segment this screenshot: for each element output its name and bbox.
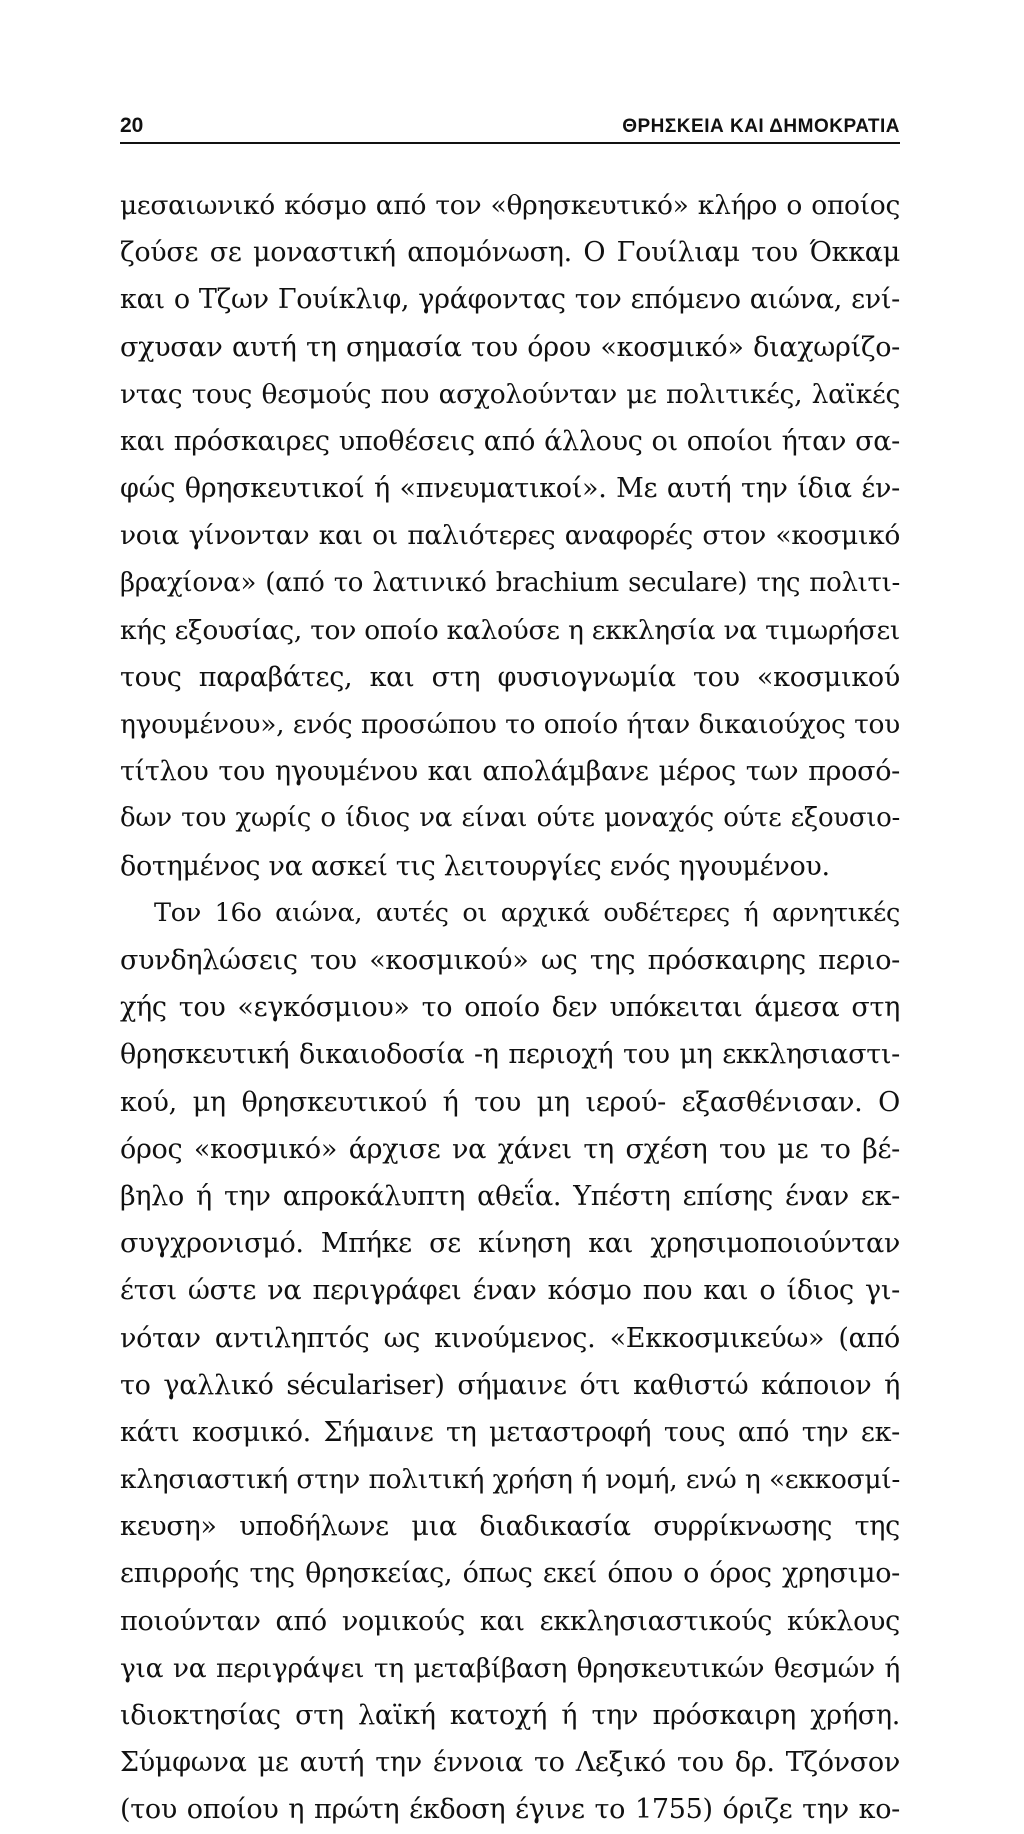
- text-line: ηγουμένου», ενός προσώπου το οποίο ήταν δικαιούχος του: [120, 709, 900, 741]
- text-line: κής εξουσίας, τον οποίο καλούσε η εκκλησία να τιμωρήσει: [120, 614, 900, 646]
- text-line: Τον 16ο αιώνα, αυτές οι αρχικά ουδέτερες ή αρνητικές: [154, 897, 900, 928]
- text-line: ντας τους θεσμούς που ασχολούνταν με πολιτικές, λαϊκές: [120, 378, 900, 410]
- text-line: μεσαιωνικό κόσμο από τον «θρησκευτικό» κλήρο ο οποίος: [120, 190, 900, 221]
- text-line: και ο Τζων Γουίκλιφ, γράφοντας τον επόμενο αιώνα, ενί-: [120, 284, 900, 316]
- paragraph-1: [120, 182, 900, 890]
- text-line: έτσι ώστε να περιγράφει έναν κόσμο που και ο ίδιος γι-: [120, 1275, 900, 1307]
- text-line: ιδιοκτησίας στη λαϊκή κατοχή ή την πρόσκαιρη χρήση.: [120, 1700, 900, 1731]
- running-title: ΘΡΗΣΚΕΙΑ ΚΑΙ ΔΗΜΟΚΡΑΤΙΑ: [622, 116, 900, 137]
- text-line: συνδηλώσεις του «κοσμικού» ως της πρόσκαιρης περιο-: [120, 945, 900, 976]
- text-line: ποιούνταν από νομικούς και εκκλησιαστικούς κύκλους: [120, 1605, 900, 1637]
- text-line: ζούσε σε μοναστική απομόνωση. Ο Γουίλιαμ του Όκκαμ: [120, 237, 900, 269]
- text-line: κάτι κοσμικό. Σήμαινε τη μεταστροφή τους από την εκ-: [120, 1416, 900, 1448]
- text-line: χής του «εγκόσμιου» το οποίο δεν υπόκειται άμεσα στη: [120, 992, 900, 1024]
- text-line: τίτλου του ηγουμένου και απολάμβανε μέρος των προσό-: [120, 756, 900, 788]
- text-line: επιρροής της θρησκείας, όπως εκεί όπου ο όρος χρησιμο-: [120, 1558, 900, 1590]
- text-line: και πρόσκαιρες υποθέσεις από άλλους οι οποίοι ήταν σα-: [120, 425, 900, 457]
- text-line: φώς θρησκευτικοί ή «πνευματικοί». Με αυτή την ίδια έν-: [120, 473, 900, 505]
- text-line: δων του χωρίς ο ίδιος να είναι ούτε μοναχός ούτε εξουσιο-: [120, 803, 900, 834]
- text-line: κευση» υποδήλωνε μια διαδικασία συρρίκνωσης της: [120, 1511, 900, 1543]
- text-line: θρησκευτική δικαιοδοσία -η περιοχή του μη εκκλησιαστι-: [120, 1039, 900, 1071]
- text-line: βηλο ή την απροκάλυπτη αθεΐα. Υπέστη επίσης έναν εκ-: [120, 1180, 900, 1212]
- body-text: [120, 182, 900, 1834]
- text-line: συγχρονισμό. Μπήκε σε κίνηση και χρησιμοποιούνταν: [120, 1228, 900, 1260]
- text-line: το γαλλικό séculariser) σήμαινε ότι καθιστώ κάποιον ή: [120, 1369, 900, 1401]
- text-line: νόταν αντιληπτός ως κινούμενος. «Εκκοσμικεύω» (από: [120, 1322, 900, 1354]
- text-line: δοτημένος να ασκεί τις λειτουργίες ενός ηγουμένου.: [120, 850, 830, 882]
- text-line: όρος «κοσμικό» άρχισε να χάνει τη σχέση του με το βέ-: [120, 1133, 900, 1165]
- text-line: για να περιγράψει τη μεταβίβαση θρησκευτικών θεσμών ή: [120, 1652, 900, 1684]
- text-line: βραχίονα» (από το λατινικό brachium seculare) της πολιτι-: [120, 567, 900, 598]
- text-line: κλησιαστική στην πολιτική χρήση ή νομή, ενώ η «εκκοσμί-: [120, 1464, 900, 1496]
- text-line: τους παραβάτες, και στη φυσιογνωμία του «κοσμικού: [120, 661, 900, 693]
- page-header: [120, 108, 900, 144]
- text-line: νοια γίνονταν και οι παλιότερες αναφορές στον «κοσμικό: [120, 520, 900, 552]
- text-line: (του οποίου η πρώτη έκδοση έγινε το 1755) όριζε την κο-: [120, 1794, 900, 1826]
- page-number: 20: [120, 114, 144, 137]
- text-line: σχυσαν αυτή τη σημασία του όρου «κοσμικό» διαχωρίζο-: [120, 331, 900, 363]
- text-line: Σύμφωνα με αυτή την έννοια το Λεξικό του δρ. Τζόνσον: [120, 1747, 900, 1779]
- paragraph-2: [120, 890, 900, 1834]
- text-line: κού, μη θρησκευτικού ή του μη ιερού- εξασθένισαν. Ο: [120, 1086, 900, 1118]
